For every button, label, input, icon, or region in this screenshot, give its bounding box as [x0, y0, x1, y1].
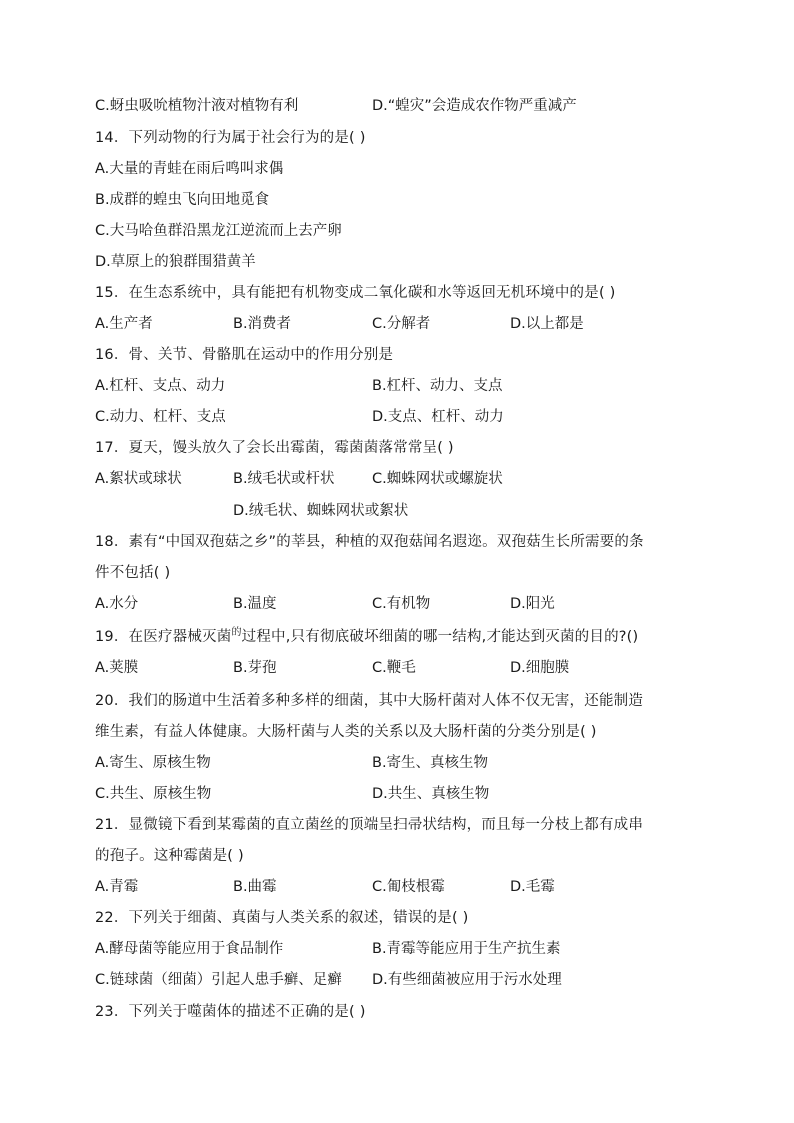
option-c: C.共生、原核生物 — [95, 786, 212, 802]
option-d: D.共生、真核生物 — [372, 786, 490, 802]
question-19-text-start: 19．在医疗器械灭菌 — [95, 629, 232, 645]
option-b: B.杠杆、动力、支点 — [372, 378, 503, 394]
question-17: 17．夏天，馒头放久了会长出霉菌，霉菌菌落常常呈( ) — [95, 440, 454, 456]
question-21-line-1: 21．显微镜下看到某霉菌的直立菌丝的顶端呈扫帚状结构，而且每一分枝上都有成串 — [95, 817, 644, 833]
option-b: B.温度 — [233, 596, 277, 612]
option-a: A.絮状或球状 — [95, 471, 182, 487]
option-b: B.绒毛状或杆状 — [233, 471, 335, 487]
option-c: C.分解者 — [372, 316, 431, 332]
option-b: B.曲霉 — [233, 879, 277, 895]
option-d: D.“蝗灾”会造成农作物严重减产 — [372, 98, 577, 114]
option-a: A.寄生、原核生物 — [95, 755, 211, 771]
option-a: A.荚膜 — [95, 660, 139, 676]
option-d: D.绒毛状、蜘蛛网状或絮状 — [233, 503, 409, 519]
question-20-line-1: 20．我们的肠道中生活着多种多样的细菌，其中大肠杆菌对人体不仅无害，还能制造 — [95, 693, 644, 709]
option-a: A.水分 — [95, 596, 139, 612]
option-c: C.匍枝根霉 — [372, 879, 445, 895]
option-b: B.芽孢 — [233, 660, 277, 676]
q14-option-b: B.成群的蝗虫飞向田地觅食 — [95, 192, 270, 208]
option-a: A.酵母菌等能应用于食品制作 — [95, 941, 284, 957]
option-c: C.有机物 — [372, 596, 431, 612]
option-b: B.寄生、真核生物 — [372, 755, 489, 771]
option-d: D.毛霉 — [510, 879, 555, 895]
question-19-text-end: 过程中,只有彻底破坏细菌的哪一结构,才能达到灭菌的目的?() — [241, 629, 639, 645]
question-15: 15．在生态系统中，具有能把有机物变成二氧化碳和水等返回无机环境中的是( ) — [95, 285, 616, 301]
option-b: B.消费者 — [233, 316, 292, 332]
option-a: A.青霉 — [95, 879, 139, 895]
question-22: 22．下列关于细菌、真菌与人类关系的叙述，错误的是( ) — [95, 910, 469, 926]
q14-option-c: C.大马哈鱼群沿黑龙江逆流而上去产卵 — [95, 223, 342, 239]
option-a: A.杠杆、支点、动力 — [95, 378, 226, 394]
question-20-line-2: 维生素，有益人体健康。大肠杆菌与人类的关系以及大肠杆菌的分类分别是( ) — [95, 724, 597, 740]
option-c: C.动力、杠杆、支点 — [95, 409, 226, 425]
option-c: C.蚜虫吸吮植物汁液对植物有利 — [95, 98, 299, 114]
option-b: B.青霉等能应用于生产抗生素 — [372, 941, 561, 957]
question-14: 14．下列动物的行为属于社会行为的是( ) — [95, 130, 366, 146]
option-c: C.链球菌（细菌）引起人患手癣、足癣 — [95, 972, 342, 988]
q14-option-a: A.大量的青蛙在雨后鸣叫求偶 — [95, 161, 284, 177]
q14-option-d: D.草原上的狼群围猎黄羊 — [95, 254, 256, 270]
question-23: 23．下列关于噬菌体的描述不正确的是( ) — [95, 1004, 366, 1020]
option-d: D.以上都是 — [510, 316, 584, 332]
question-21-line-2: 的孢子。这种霉菌是( ) — [95, 848, 244, 864]
option-d: D.支点、杠杆、动力 — [372, 409, 504, 425]
option-a: A.生产者 — [95, 316, 153, 332]
question-19 — [95, 627, 699, 649]
option-d: D.有些细菌被应用于污水处理 — [372, 972, 562, 988]
question-16: 16．骨、关节、骨骼肌在运动中的作用分别是 — [95, 347, 394, 363]
option-c: C.鞭毛 — [372, 660, 416, 676]
question-18-line-2: 件不包括( ) — [95, 565, 171, 581]
option-d: D.阳光 — [510, 596, 555, 612]
question-18-line-1: 18．素有“中国双孢菇之乡”的莘县，种植的双孢菇闻名遐迩。双孢菇生长所需要的条 — [95, 534, 644, 550]
option-d: D.细胞膜 — [510, 660, 570, 676]
question-19-superscript: 的 — [231, 627, 242, 638]
option-c: C.蜘蛛网状或螺旋状 — [372, 471, 503, 487]
